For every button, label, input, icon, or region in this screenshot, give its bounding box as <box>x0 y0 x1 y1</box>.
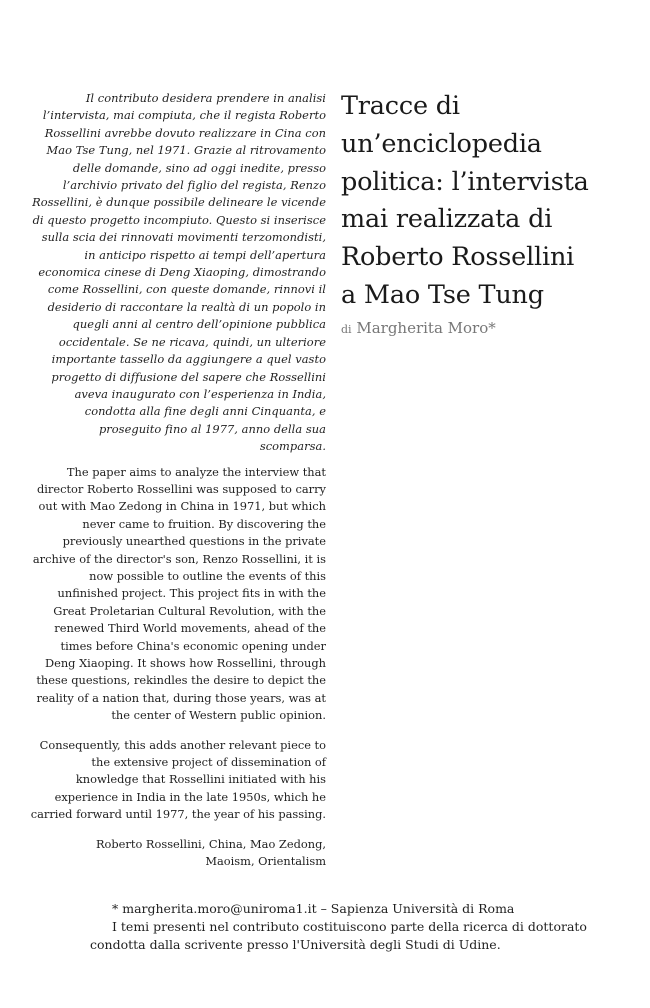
title-line-2: un’enciclopedia <box>341 128 542 159</box>
author-prefix: di <box>341 322 352 336</box>
keywords <box>30 836 326 871</box>
keywords-line-2: Maoism, Orientalism <box>205 854 326 869</box>
footnote-research-note: I temi presenti nel contributo costituiscono parte della ricerca di dottorato condotta dalla scrivente presso l'Università degli Studi di Udine. <box>90 919 587 952</box>
title-column <box>341 88 631 337</box>
abstract-english-paragraph-2: Consequently, this adds another relevant piece to the extensive project of dissemination of knowledge that Rossellini initiated with his experience in India in the late 1950s, which he carried forward until 1977, the year of his passing. <box>30 737 326 822</box>
abstract-italian: Il contributo desidera prendere in analisi l’intervista, mai compiuta, che il regista Roberto Rossellini avrebbe dovuto realizzare in Cina con Mao Tse Tung, nel 1971. Grazie al ritrovamento delle domande, sino ad oggi inedite, presso l’archivio privato del figlio del regista, Renzo Rossellini, è dunque possibile delineare le vicende di questo progetto incompiuto. Questo si inserisce sulla scia dei rinnovati movimenti terzomondisti, in anticipo rispetto ai tempi dell’apertura economica cinese di Deng Xiaoping, dimostrando come Rossellini, con queste domande, rinnovi il desiderio di raccontare la realtà di un popolo in quegli anni al centro dell’opinione pubblica occidentale. Se ne ricava, quindi, un ulteriore importante tassello da aggiungere a quel vasto progetto di diffusione del sapere che Rossellini aveva inaugurato con l’esperienza in India, condotta alla fine degli anni Cinquanta, e proseguito fino al 1977, anno della sua scomparsa. <box>32 91 326 454</box>
author-byline <box>341 319 631 337</box>
abstract-column <box>30 90 326 870</box>
abstract-english-paragraph-1: The paper aims to analyze the interview that director Roberto Rossellini was supposed to carry out with Mao Zedong in China in 1971, but which never came to fruition. By discovering the previously unearthed questions in the private archive of the director's son, Renzo Rossellini, it is now possible to outline the events of this unfinished project. This project fits in with the Great Proletarian Cultural Revolution, with the renewed Third World movements, ahead of the times before China's economic opening under Deng Xiaoping. It shows how Rossellini, through these questions, rekindles the desire to depict the reality of a nation that, during those years, was at the center of Western public opinion. <box>32 464 326 723</box>
keywords-line-1: Roberto Rossellini, China, Mao Zedong, <box>95 836 326 851</box>
author-name: Margherita Moro* <box>356 318 496 337</box>
title-line-6: a Mao Tse Tung <box>341 279 544 310</box>
title-line-4: mai realizzata di <box>341 204 553 235</box>
title-line-3: politica: l’intervista <box>341 166 589 197</box>
footnote <box>90 900 610 954</box>
footnote-affiliation: * margherita.moro@uniroma1.it – Sapienza Università di Roma <box>112 901 515 916</box>
article-title <box>341 88 631 315</box>
title-line-5: Roberto Rossellini <box>341 242 575 273</box>
title-line-1: Tracce di <box>341 91 460 121</box>
